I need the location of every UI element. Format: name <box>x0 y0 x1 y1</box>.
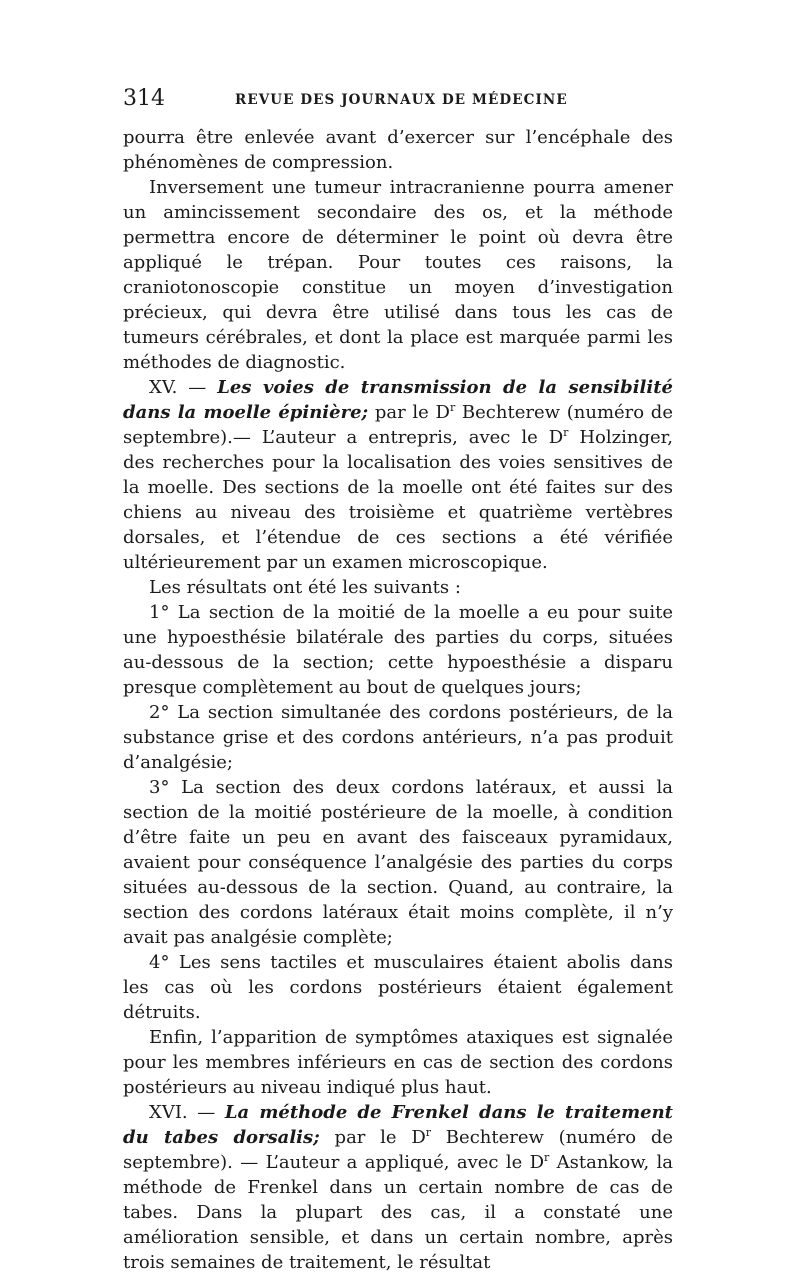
section-number: XV. <box>149 377 178 398</box>
paragraph: Enfin, l’apparition de symptômes ataxiques est signalée pour les membres inférieurs en cas de section des cordons postérieurs au niveau indiqué plus haut. <box>123 1027 673 1098</box>
section-title: La méthode de Frenkel dans le traitement du tabes dorsalis; <box>123 1102 673 1148</box>
list-item: 4° Les sens tactiles et musculaires étaient abolis dans les cas où les cordons postérieurs étaient également détruits. <box>123 952 673 1023</box>
body-text <box>123 125 673 1275</box>
running-title: REVUE DES JOURNAUX DE MÉDECINE <box>235 92 568 108</box>
paragraph: Les résultats ont été les suivants : <box>149 577 461 598</box>
paragraph: Inversement une tumeur intracranienne pourra amener un amincissement secondaire des os, et la méthode permettra encore de déterminer le point où devra être appliqué le trépan. Pour toutes ces raisons, la craniotonoscopie constitue un moyen d’investigation précieux, qui devra être utilisé dans tous les cas de tumeurs cérébrales, et dont la place est marquée parmi les méthodes de diagnostic. <box>123 177 673 373</box>
list-item: 3° La section des deux cordons latéraux, et aussi la section de la moitié postérieure de la moelle, à condition d’être faite un peu en avant des faisceaux pyramidaux, avaient pour conséquence l’analgésie des parties du corps situées au-dessous de la section. Quand, au contraire, la section des cordons latéraux était moins complète, il n’y avait pas analgésie complète; <box>123 777 673 948</box>
paragraph: pourra être enlevée avant d’exercer sur l’encéphale des phénomènes de compression. <box>123 127 673 173</box>
section-xvi: XVI. — La méthode de Frenkel dans le traitement du tabes dorsalis; par le $D^r$ Bechterew (numéro de septembre). — L’auteur a appliqué, avec le $D^r$ Astankow, la méthode de Frenkel dans un certain nombre de cas de tabes. Dans la plupart des cas, il a constaté une amélioration sensible, et dans un certain nombre, après trois semaines de traitement, le résultat <box>123 1102 673 1273</box>
list-item: 2° La section simultanée des cordons postérieurs, de la substance grise et des cordons antérieurs, n’a pas produit d’analgésie; <box>123 702 673 773</box>
section-xv: XV. — Les voies de transmission de la sensibilité dans la moelle épinière; par le $D^r$ Bechterew (numéro de septembre).— L’auteur a entrepris, avec le $D^r$ Holzinger, des recherches pour la localisation des voies sensitives de la moelle. Des sections de la moelle ont été faites sur des chiens au niveau des troisième et quatrième vertèbres dorsales, et l’étendue de ces sections a été vérifiée ultérieurement par un examen microscopique. <box>123 377 673 573</box>
page-header <box>123 86 673 116</box>
page-number: 314 <box>123 86 165 111</box>
list-item: 1° La section de la moitié de la moelle a eu pour suite une hypoesthésie bilatérale des parties du corps, situées au-dessous de la section; cette hypoesthésie a disparu presque complètement au bout de quelques jours; <box>123 602 673 698</box>
section-number: XVI. <box>149 1102 188 1123</box>
section-title: Les voies de transmission de la sensibilité dans la moelle épinière; <box>123 377 673 423</box>
